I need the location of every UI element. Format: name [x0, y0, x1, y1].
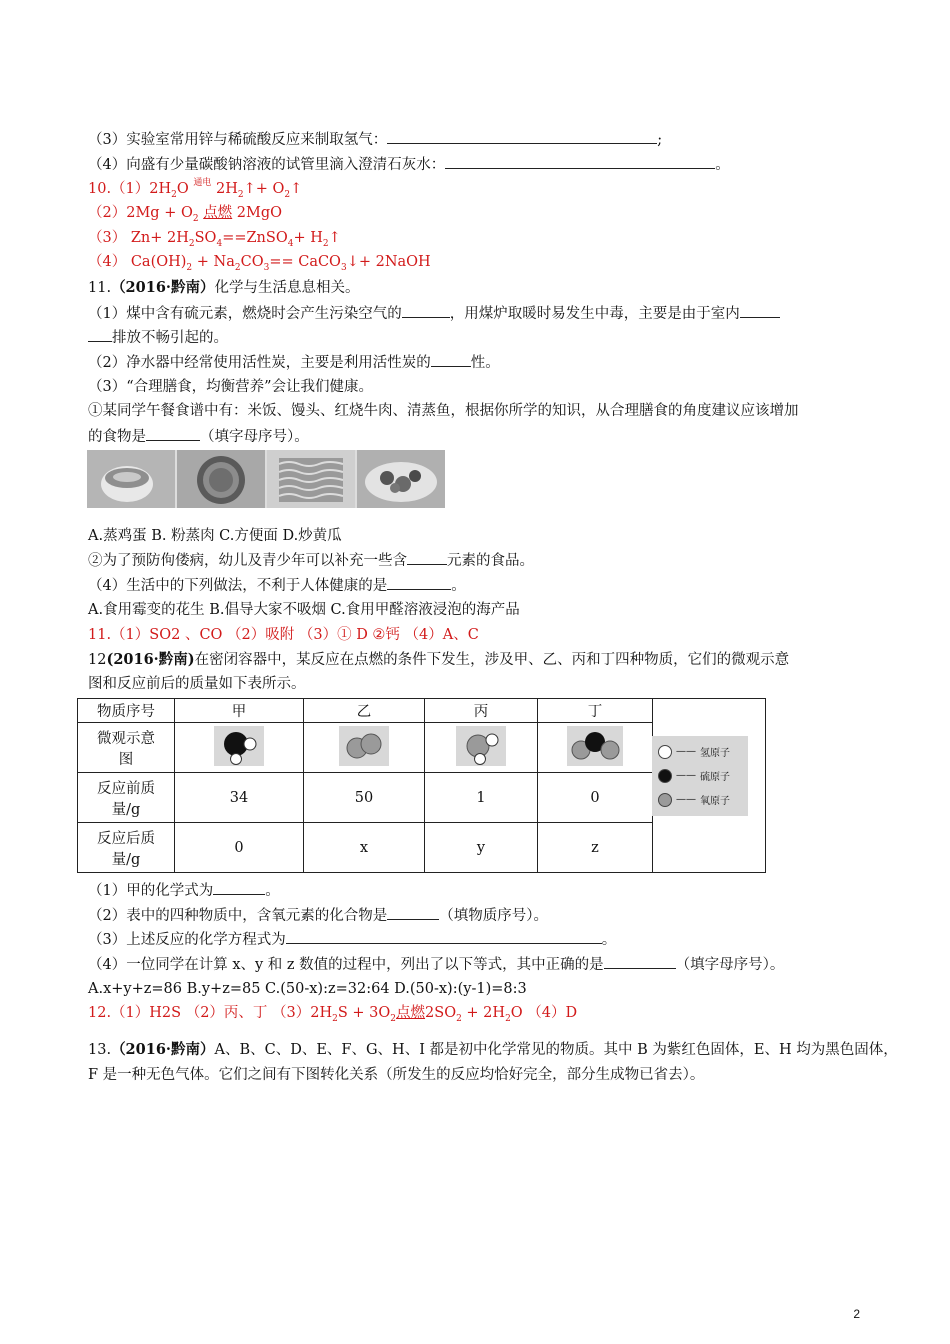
- table-header: 丁: [538, 699, 653, 723]
- answer-10-2: $(2)2Mg + O_2$ 点燃 2MgO: [88, 205, 283, 224]
- q11-title: 11.（2016·黔南）化学与生活息息相关。: [88, 279, 360, 296]
- table-cell: z: [538, 823, 653, 873]
- q12-part2: （2）表中的四种物质中，含氧元素的化合物是 （填物质序号）。: [88, 905, 548, 926]
- table-cell: 50: [304, 773, 425, 823]
- sulfur-atom-icon: [658, 769, 672, 783]
- q12-part4: （4）一位同学在计算 x、y 和 z 数值的过程中，列出了以下等式，其中正确的是 （填字母序号）。: [88, 954, 784, 975]
- q11-part3-2: ②为了预防佝偻病，幼儿及青少年可以补充一些含 元素的食品。: [88, 550, 534, 571]
- photo-steamed-pork-icon: [177, 450, 265, 508]
- answer-10-4: （4） $Ca(OH)_2 + Na_2CO_3==$ CaCO$_3$↓+ 2NaOH: [88, 254, 431, 273]
- atom-legend: [652, 736, 748, 816]
- answer-blank[interactable]: [402, 303, 450, 318]
- answer-blank[interactable]: [431, 352, 471, 367]
- q12-part3: （3）上述反应的化学方程式为 。: [88, 929, 616, 950]
- answer-blank[interactable]: [407, 550, 447, 565]
- legend-sulfur: —— 硫原子: [658, 768, 730, 783]
- table-header: 甲: [175, 699, 304, 723]
- molecule-bing-icon: [425, 723, 538, 773]
- molecule-ding-icon: [538, 723, 653, 773]
- answer-blank[interactable]: [604, 954, 676, 969]
- answer-10-1: $10.(1)2H_2O$ $^{通电}$ $2H_2↑+$ $O_2↑$: [88, 178, 303, 200]
- hydrogen-atom-icon: [658, 745, 672, 759]
- table-row-label: 反应后质 量/g: [78, 823, 175, 873]
- table-cell: 0: [538, 773, 653, 823]
- molecule-yi-icon: [304, 723, 425, 773]
- table-row-label: 微观示意 图: [78, 723, 175, 773]
- table-cell: 1: [425, 773, 538, 823]
- table-header: 物质序号: [78, 699, 175, 723]
- answer-blank[interactable]: [213, 880, 265, 895]
- q12-options: A.x+y+z=86 B.y+z=85 C.(50-x):z=32:64 D.(50-x):(y-1)=8:3: [88, 981, 527, 997]
- q10-part3: （3）实验室常用锌与稀硫酸反应来制取氢气： ;: [88, 129, 662, 150]
- answer-blank[interactable]: [387, 129, 657, 144]
- oxygen-atom-icon: [658, 793, 672, 807]
- q11-part3-1: ①某同学午餐食谱中有：米饭、馒头、红烧牛肉、清蒸鱼，根据你所学的知识，从合理膳食的角度建议应该增加: [88, 403, 799, 419]
- page-number: 2: [853, 1307, 860, 1321]
- q12-title-cont: 图和反应前后的质量如下表所示。: [88, 676, 306, 692]
- molecule-jia-icon: [175, 723, 304, 773]
- q11-part1: （1）煤中含有硫元素，燃烧时会产生污染空气的 ，用煤炉取暖时易发生中毒，主要是由于室内: [88, 303, 780, 324]
- table-cell: x: [304, 823, 425, 873]
- q11-part2: （2）净水器中经常使用活性炭，主要是利用活性炭的 性。: [88, 352, 500, 373]
- table-cell: y: [425, 823, 538, 873]
- q11-part4: （4）生活中的下列做法，不利于人体健康的是 。: [88, 575, 466, 596]
- q11-part4-options: A.食用霉变的花生 B.倡导大家不吸烟 C.食用甲醛溶液浸泡的海产品: [88, 602, 520, 618]
- q11-part3: （3）“合理膳食，均衡营养”会让我们健康。: [88, 379, 374, 395]
- q13-title: 13.（2016·黔南）A、B、C、D、E、F、G、H、I 都是初中化学常见的物质。其中 B 为紫红色固体，E、H 均为黑色固体，: [88, 1041, 898, 1058]
- q11-part1-cont: 排放不畅引起的。: [88, 327, 228, 348]
- q13-title-cont: F 是一种无色气体。它们之间有下图转化关系（所发生的反应均恰好完全，部分生成物已省去）。: [88, 1067, 705, 1083]
- answer-10-3: （3） $Zn+ 2H_2SO_4==ZnSO_4+$ $H_2↑$: [88, 230, 341, 249]
- table-header: 丙: [425, 699, 538, 723]
- answer-blank[interactable]: [387, 575, 451, 590]
- answer-12: 12.（1）H2S （2）丙、丁 $(3)2H_2S + 3O_2$点燃$2SO_2 + 2H_2O$ （4）D: [88, 1005, 578, 1024]
- photo-steamed-egg-icon: [87, 450, 175, 508]
- answer-blank[interactable]: [88, 327, 112, 342]
- q11-options: A.蒸鸡蛋 B. 粉蒸肉 C.方便面 D.炒黄瓜: [88, 528, 342, 544]
- legend-oxygen: —— 氧原子: [658, 792, 730, 807]
- answer-blank[interactable]: [445, 154, 715, 169]
- table-cell: 34: [175, 773, 304, 823]
- answer-blank[interactable]: [146, 426, 200, 441]
- food-photos: [87, 450, 445, 508]
- q10-part4: （4）向盛有少量碳酸钠溶液的试管里滴入澄清石灰水： 。: [88, 154, 730, 175]
- q12-part1: （1）甲的化学式为 。: [88, 880, 280, 901]
- table-header: 乙: [304, 699, 425, 723]
- q11-part3-1-cont: 的食物是 （填字母序号）。: [88, 426, 309, 447]
- legend-hydrogen: —— 氢原子: [658, 744, 730, 759]
- answer-blank[interactable]: [286, 929, 602, 944]
- photo-instant-noodles-icon: [267, 450, 355, 508]
- q12-title: 12(2016·黔南)在密闭容器中，某反应在点燃的条件下发生，涉及甲、乙、丙和丁四种物质，它们的微观示意: [88, 651, 790, 668]
- answer-blank[interactable]: [740, 303, 780, 318]
- table-row-label: 反应前质 量/g: [78, 773, 175, 823]
- answer-11: 11.（1）SO2 、CO （2）吸附 （3）① D ②钙 （4）A、C: [88, 627, 479, 643]
- answer-blank[interactable]: [387, 905, 439, 920]
- photo-fried-cucumber-icon: [357, 450, 445, 508]
- table-cell: 0: [175, 823, 304, 873]
